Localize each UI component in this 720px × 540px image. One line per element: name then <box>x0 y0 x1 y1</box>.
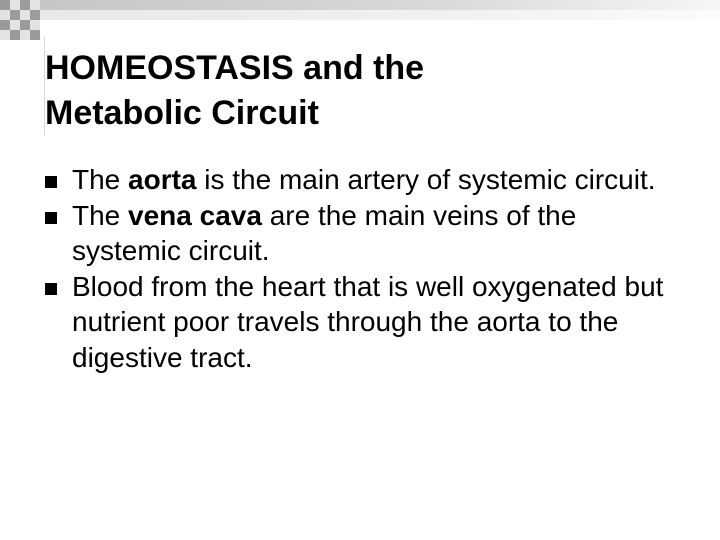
bullet-bold-term: aorta <box>128 164 197 195</box>
bullet-text-after: are the main veins of the systemic circuit. <box>72 199 577 266</box>
decorative-checker-band <box>0 0 720 44</box>
bullet-bold-term: vena cava <box>128 199 262 231</box>
bullet-list <box>45 162 685 375</box>
bullet-text-before: The <box>72 164 129 195</box>
bullet-text-after: is the main artery of systemic circuit. <box>196 164 656 195</box>
square-bullet-icon <box>45 176 57 188</box>
square-bullet-icon <box>45 283 57 295</box>
title-line-1: HOMEOSTASIS and the <box>45 49 425 87</box>
bullet-text: Blood from the heart that is well oxygenated but nutrient poor travels through the aorta to the digestive tract. <box>72 270 664 373</box>
bullet-item-vena-cava <box>45 198 685 269</box>
bullet-text-before: The <box>72 199 129 231</box>
square-bullet-icon <box>45 212 57 224</box>
bullet-item-aorta <box>45 162 685 198</box>
slide-title <box>45 46 685 136</box>
bullet-item-blood-flow <box>45 269 685 376</box>
title-line-2: Metabolic Circuit <box>45 94 319 132</box>
